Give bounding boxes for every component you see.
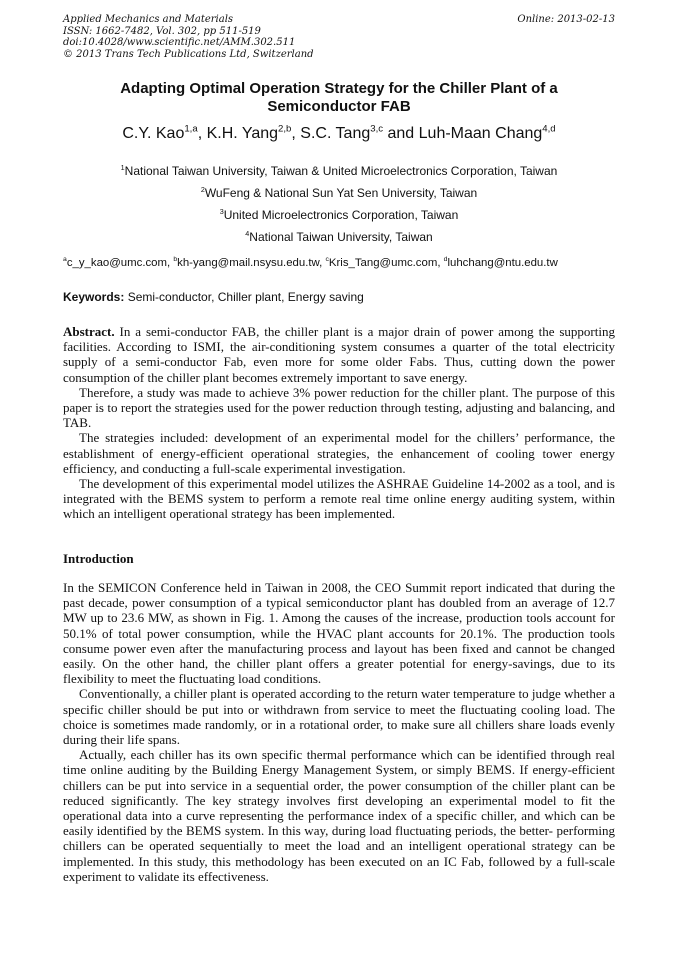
author: K.H. Yang$^{2,b}$,	[206, 123, 301, 142]
email[interactable]: $^b$kh-yang@mail.nsysu.edu.tw,	[173, 256, 326, 269]
journal-name: Applied Mechanics and Materials	[63, 14, 234, 25]
affiliation: $^4$National Taiwan University, Taiwan	[245, 229, 433, 244]
author: Luh-Maan Chang$^{4,d}$	[418, 123, 556, 142]
abstract-paragraph: Abstract. In a semi-conductor FAB, the chiller plant is a major drain of power among the supporting facilities. According to ISMI, the air-conditioning system consumes a quarter of the total electricity supply of a semi-conductor Fab, even more for some older Fabs. Thus, cutting down the power consumption of the chiller plant becomes extremely important to save energy.	[63, 324, 615, 385]
introduction-body	[63, 580, 615, 884]
email[interactable]: $^a$c_y_kao@umc.com,	[63, 256, 174, 269]
keywords-label: Keywords:	[63, 290, 125, 304]
journal-issn: ISSN: 1662-7482, Vol. 302, pp 511-519	[63, 25, 261, 37]
abstract-paragraph: Therefore, a study was made to achieve 3% power reduction for the chiller plant. The purpose of this paper is to report the strategies used for the power reduction through testing, adjusting and balancing, and TAB.	[63, 384, 615, 431]
affiliation-list	[40, 160, 638, 248]
section-heading-introduction: Introduction	[63, 551, 134, 566]
journal-doi: doi:10.4028/www.scientific.net/AMM.302.511	[63, 37, 296, 48]
journal-header	[63, 14, 314, 60]
title-line-1: Adapting Optimal Operation Strategy for the Chiller Plant of a	[120, 80, 558, 97]
online-date-text: Online: 2013-02-13	[517, 14, 615, 25]
abstract-label: Abstract.	[63, 324, 115, 339]
affiliation: $^2$WuFeng & National Sun Yat Sen University, Taiwan	[200, 185, 478, 200]
author-list	[40, 124, 638, 144]
abstract-paragraph: The development of this experimental model utilizes the ASHRAE Guideline 14-2002 as a tool, and is integrated with the BEMS system to perform a remote real time online energy auditing system, within which an intelligent operational strategy has been implemented.	[63, 476, 615, 522]
abstract	[63, 324, 615, 522]
intro-paragraph: Conventionally, a chiller plant is operated according to the return water temperature to judge whether a specific chiller should be put into or withdrawn from service to meet the fluctuating cooling load. The choice is sometimes made randomly, or in a rotational order, to make sure all chillers share loads evenly during their life spans.	[63, 686, 615, 748]
abstract-paragraph: The strategies included: development of an experimental model for the chillers’ performance, the establishment of energy-efficient operational strategies, the enhancement of cooling tower energy efficiency, and conducting a full-scale experimental investigation.	[63, 430, 615, 476]
paper-title	[40, 80, 638, 116]
author: S.C. Tang$^{3,c}$ and	[300, 123, 419, 142]
journal-copyright: © 2013 Trans Tech Publications Ltd, Switzerland	[63, 48, 314, 60]
keywords	[63, 290, 615, 304]
author: C.Y. Kao$^{1,a}$,	[122, 123, 207, 142]
intro-paragraph: Actually, each chiller has its own specific thermal performance which can be identified through real time online auditing by the Building Energy Management System, or simply BEMS. If energy-efficient chillers can be put into service in a sequential order, the power consumption of the chiller plant can be reduced significantly. The key strategy involves first developing an experimental model to fit the operational data into a curve representing the performance index of a specific chiller, and which can be easily identified by the BEMS system. In this way, during load fluctuating periods, the better- performing chillers can be operated sequentially to meet the load and an intelligent operational strategy can be implemented. In this study, this methodology has been executed on an IC Fab, followed by a full-scale experiment to validate its effectiveness.	[63, 747, 615, 884]
intro-paragraph: In the SEMICON Conference held in Taiwan in 2008, the CEO Summit report indicated that during the past decade, power consumption of a typical semiconductor plant has doubled from an average of 12.7 MW up to 23.6 MW, as shown in Fig. 1. Among the causes of the increase, production tools account for 50.1% of total power consumption, while the HVAC plant accounts for 20.1%. The production tools consume power even after the manufacturing process and layout has been fixed and cannot be changed easily. On the other hand, the chiller plant offers a greater potential for energy-savings, due to its flexibility to meet the fluctuating load conditions.	[63, 580, 615, 687]
author-emails	[63, 256, 615, 270]
keywords-text: Semi-conductor, Chiller plant, Energy saving	[124, 290, 364, 304]
affiliation: $^1$National Taiwan University, Taiwan & United Microelectronics Corporation, Taiwan	[120, 163, 558, 178]
affiliation: $^3$United Microelectronics Corporation, Taiwan	[219, 207, 459, 222]
email[interactable]: $^c$Kris_Tang@umc.com,	[325, 256, 444, 269]
online-date	[517, 14, 615, 26]
email[interactable]: $^d$luhchang@ntu.edu.tw	[443, 256, 558, 269]
title-line-2: Semiconductor FAB	[267, 98, 411, 115]
